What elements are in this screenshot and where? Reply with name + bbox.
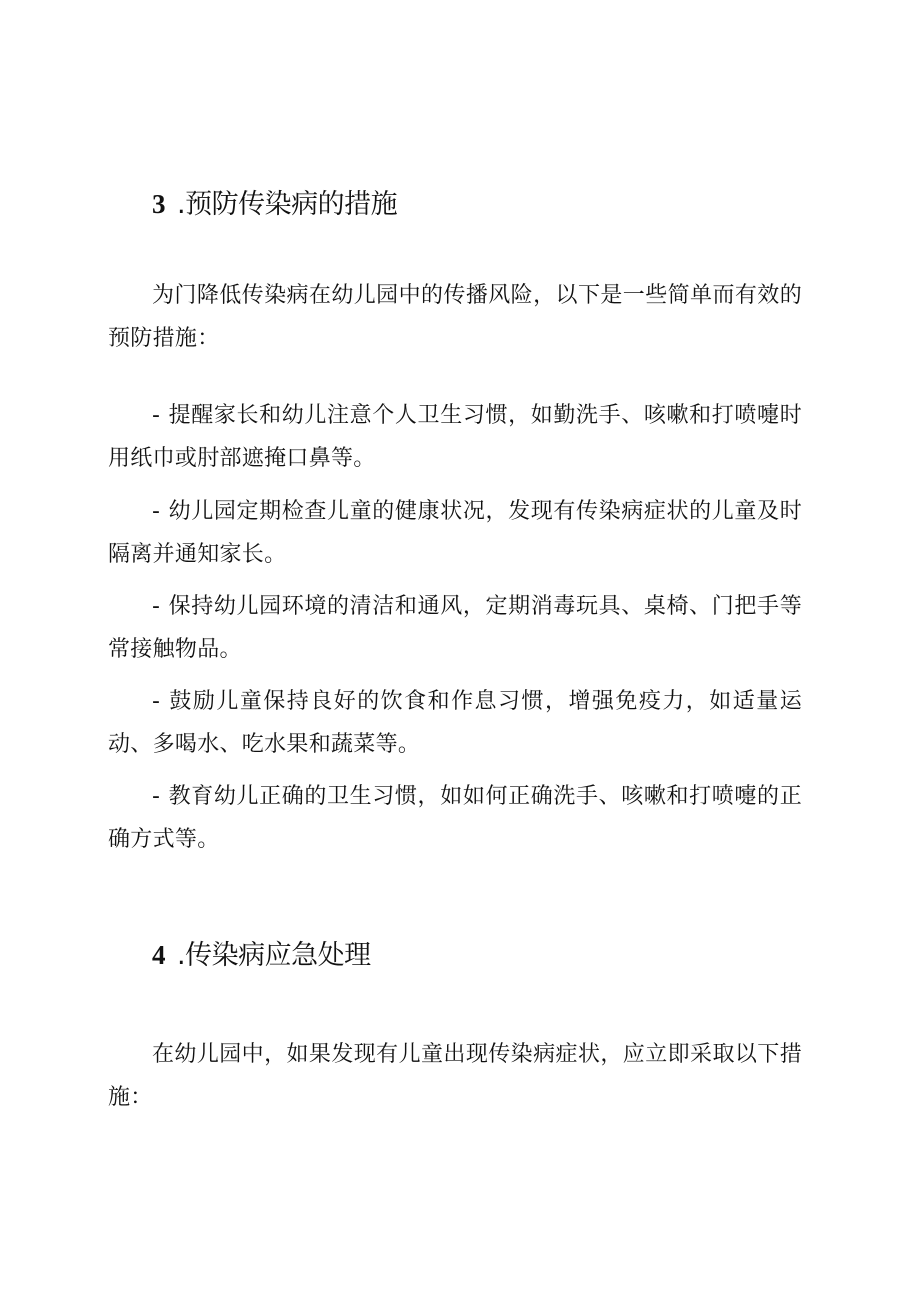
- section-3-intro: 为门降低传染病在幼儿园中的传播风险，以下是一些简单而有效的预防措施：: [108, 283, 802, 351]
- list-item: [108, 394, 802, 480]
- list-item: [108, 585, 802, 671]
- section-4-number: 4: [152, 940, 165, 970]
- list-item: [108, 775, 802, 861]
- bullet-marker: -: [152, 403, 161, 428]
- list-item-text: 提醒家长和幼儿注意个人卫生习惯，如勤洗手、咳嗽和打喷嚏时用纸巾或肘部遮掩口鼻等。: [108, 403, 802, 471]
- section-4-heading: [152, 937, 371, 974]
- section-3-title: .预防传染病的措施: [177, 189, 398, 220]
- bullet-marker: -: [152, 594, 161, 619]
- list-item-text: 教育幼儿正确的卫生习惯，如如何正确洗手、咳嗽和打喷嚏的正确方式等。: [108, 784, 802, 852]
- bullet-marker: -: [152, 689, 161, 714]
- list-item-text: 鼓励儿童保持良好的饮食和作息习惯，增强免疫力，如适量运动、多喝水、吃水果和蔬菜等。: [108, 689, 802, 757]
- section-4-intro: 在幼儿园中，如果发现有儿童出现传染病症状，应立即采取以下措施：: [108, 1042, 802, 1110]
- list-item-text: 幼儿园定期检查儿童的健康状况，发现有传染病症状的儿童及时隔离并通知家长。: [108, 499, 802, 567]
- list-item: [108, 680, 802, 766]
- section-3-heading: [152, 186, 397, 223]
- bullet-marker: -: [152, 499, 161, 524]
- bullet-marker: -: [152, 784, 161, 809]
- list-item-text: 保持幼儿园环境的清洁和通风，定期消毒玩具、桌椅、门把手等常接触物品。: [108, 594, 802, 662]
- section-3-number: 3: [152, 189, 165, 219]
- section-4-title: .传染病应急处理: [177, 940, 371, 971]
- list-item: [108, 490, 802, 576]
